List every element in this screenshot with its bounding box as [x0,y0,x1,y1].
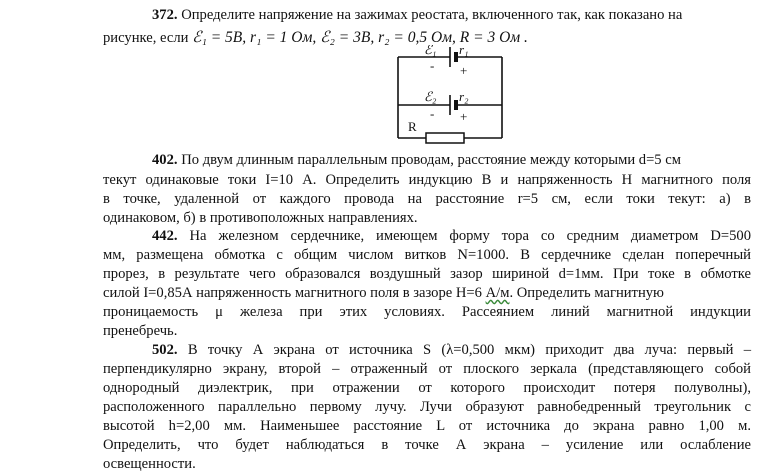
p442-text-4b: А/м [485,285,510,301]
p442-number: 442. [152,228,178,244]
p372-text-2: рисунке, если [103,30,189,46]
p502-line-7: освещенности. [103,456,196,472]
p442-line-3: прорез, в результате чего образовался воздушный зазор шириной d=1мм. При токе в обмотке [103,266,751,282]
p372-formula: ℰ₁ = 5B, r₁ = 1 Ом, ℰ₂ = 3B, r₂ = 0,5 Ом, R = 3 Ом . [192,29,528,46]
resistor-label: R [408,119,417,134]
p442-text-4a: силой I=0,85А напряженность магнитного поля в зазоре Н=6 [103,285,486,301]
p502-line-5: высотой h=2,00 мм. Наименьшее расстояние L от источника до экрана равно 1,00 м. [103,418,751,434]
battery1-minus: - [430,58,435,73]
p402-line-3: в точке, удаленной от каждого провода на расстояние r=5 см, если токи текут: а) в [103,191,751,207]
r2-label: r₂ [459,89,469,104]
e2-label: ℰ₂ [424,89,437,104]
e1-label: ℰ₁ [424,45,437,57]
p442-text-4c: . Определить магнитную [509,285,664,301]
p402-text-1: По двум длинным параллельным проводам, расстояние между которыми d=5 см [181,152,681,168]
p372-number: 372. [152,7,178,23]
p502-line-6: Определить, что будет наблюдаться в точке А экрана – усиление или ослабление [103,437,751,453]
battery2-plus: + [460,109,468,124]
p442-line-6: пренебречь. [103,323,178,339]
battery1-plus: + [460,63,468,78]
battery2-minus: - [430,106,435,121]
p502-number: 502. [152,342,178,358]
r1-label: r₁ [459,45,469,57]
p402-line-2: текут одинаковые токи I=10 А. Определить индукцию В и напряженность Н магнитного поля [103,172,751,188]
p402-number: 402. [152,152,178,168]
p442-line-5: проницаемость μ железа при этих условиях. Рассеянием линий магнитной индукции [103,304,751,320]
p502-line-1 [152,341,751,360]
p502-line-3: однородный диэлектрик, при отражении от которого происходит потеря полуволны), [103,380,751,396]
p442-line-4 [103,284,664,303]
p502-line-2: перпендикулярно экрану, второй – отраженный от плоского зеркала (представляющего собой [103,361,751,377]
p502-text-1: В точку А экрана от источника S (λ=0,500 мкм) приходит два луча: первый – [187,342,751,358]
p372-text-1: Определите напряжение на зажимах реостата, включенного так, как показано на [181,7,683,23]
p402-line-4: одинаковом, б) в противоположных направлениях. [103,210,418,226]
p502-line-4: расположенного параллельно первому лучу. Лучи образуют равнобедренный треугольник с [103,399,751,415]
p442-line-1 [152,227,751,246]
p442-line-2: мм, размещена обмотка с общим числом витков N=1000. В сердечнике сделан поперечный [103,247,751,263]
p402-line-1 [152,151,681,170]
p442-text-1: На железном сердечнике, имеющем форму тора со средним диаметром D=500 [189,228,752,244]
circuit-diagram [396,45,508,145]
p372-line-1 [152,6,682,25]
